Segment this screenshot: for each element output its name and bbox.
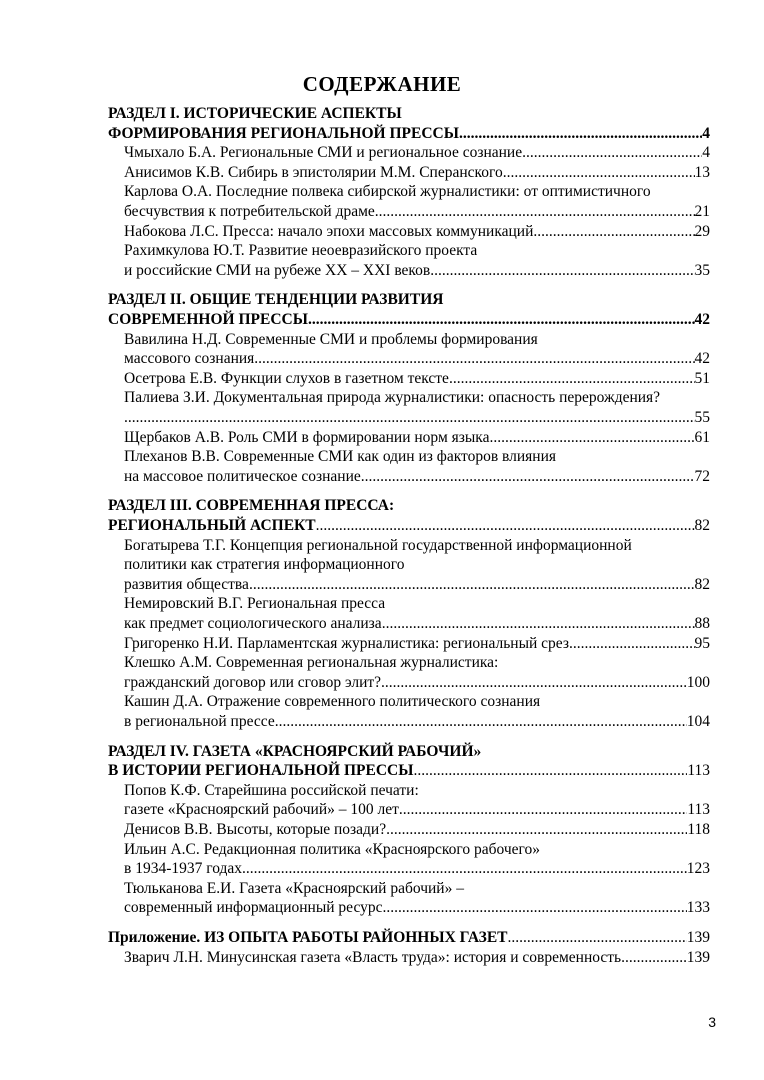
section-3-heading: РЕГИОНАЛЬНЫЙ АСПЕКТ ..... 82 [108, 516, 710, 536]
toc-entry: Зварич Л.Н. Минусинская газета «Власть труда»: история и современность ..... 139 [124, 948, 710, 968]
section-3-heading-line1: РАЗДЕЛ III. СОВРЕМЕННАЯ ПРЕССА: [108, 497, 395, 515]
toc-entry-line: Попов К.Ф. Старейшина российской печати: [124, 781, 419, 799]
section-3-page: 82 [694, 517, 710, 534]
toc-entry-line: политики как стратегия информационного [124, 556, 405, 574]
section-2-page: 42 [694, 311, 710, 328]
toc-entry-line: Немировский В.Г. Региональная пресса [124, 595, 386, 613]
toc-entry: Щербаков А.В. Роль СМИ в формировании норм языка ..... 61 [124, 428, 710, 448]
toc-entry: бесчувствия к потребительской драме ..... 21 [124, 202, 710, 222]
toc-entry-line: Карлова О.А. Последние полвека сибирской журналистики: от оптимистичного [124, 183, 651, 201]
toc-entry-line: Богатырева Т.Г. Концепция региональной государственной информационной [124, 536, 632, 554]
toc-entry: газете «Красноярский рабочий» – 100 лет ..... 113 [124, 800, 710, 820]
toc-entry-line: Рахимкулова Ю.Т. Развитие неоевразийского проекта [124, 242, 478, 260]
toc-entry-line: Тюльканова Е.И. Газета «Красноярский рабочий» – [124, 879, 464, 897]
toc-entry: Чмыхало Б.А. Региональные СМИ и региональное сознание ..... 4 [124, 143, 710, 163]
toc-entry: как предмет социологического анализа ..... 88 [124, 614, 710, 634]
toc-entry: в региональной прессе ..... 104 [124, 712, 710, 732]
toc-entry-line: Клешко А.М. Современная региональная журналистика: [124, 654, 499, 672]
toc-entry: Денисов В.В. Высоты, которые позади? ..... 118 [124, 820, 710, 840]
toc-entry: развития общества ..... 82 [124, 575, 710, 595]
toc-entry: в 1934-1937 годах ..... 123 [124, 859, 710, 879]
section-2-heading: СОВРЕМЕННОЙ ПРЕССЫ ..... 42 [108, 310, 710, 330]
page-title: СОДЕРЖАНИЕ [302, 72, 462, 96]
toc-entry-line: Палиева З.И. Документальная природа журналистики: опасность перерождения? [124, 389, 661, 407]
toc-entry-line: Кашин Д.А. Отражение современного политического сознания [124, 693, 541, 711]
toc-entry-line: Плеханов В.В. Современные СМИ как один из факторов влияния [124, 448, 557, 466]
toc-entry: Осетрова Е.В. Функции слухов в газетном тексте ..... 51 [124, 369, 710, 389]
toc-entry: гражданский договор или сговор элит? ..... 100 [124, 673, 710, 693]
appendix-heading: Приложение. ИЗ ОПЫТА РАБОТЫ РАЙОННЫХ ГАЗЕТ ..... 139 [108, 928, 710, 948]
toc-entry: Анисимов К.В. Сибирь в эпистолярии М.М. Сперанского ..... 13 [124, 163, 710, 183]
toc-entry-line: Вавилина Н.Д. Современные СМИ и проблемы формирования [124, 330, 538, 348]
toc-entry: массового сознания ..... 42 [124, 349, 710, 369]
toc-entry: современный информационный ресурс ..... 133 [124, 898, 710, 918]
section-4-heading: В ИСТОРИИ РЕГИОНАЛЬНОЙ ПРЕССЫ ..... 113 [108, 761, 710, 781]
toc-entry: Набокова Л.С. Пресса: начало эпохи массовых коммуникаций ..... 29 [124, 222, 710, 242]
section-4-heading-line1: РАЗДЕЛ IV. ГАЗЕТА «КРАСНОЯРСКИЙ РАБОЧИЙ» [108, 742, 482, 760]
page-number: 3 [708, 1014, 716, 1030]
section-1-heading: ФОРМИРОВАНИЯ РЕГИОНАЛЬНОЙ ПРЕССЫ ..... 4 [108, 124, 710, 144]
toc-entry: и российские СМИ на рубеже XX – XXI веков ..... 35 [124, 261, 710, 281]
section-4-page: 113 [687, 762, 710, 780]
section-1-heading-line1: РАЗДЕЛ I. ИСТОРИЧЕСКИЕ АСПЕКТЫ [108, 105, 402, 122]
toc-entry: ..... 55 [124, 408, 710, 428]
toc-entry-line: Ильин А.С. Редакционная политика «Красноярского рабочего» [124, 840, 541, 858]
toc-entry: Григоренко Н.И. Парламентская журналистика: региональный срез ..... 95 [124, 634, 710, 654]
section-1-page: 4 [702, 124, 710, 142]
toc-entry: на массовое политическое сознание ..... 72 [124, 467, 710, 487]
section-2-heading-line1: РАЗДЕЛ II. ОБЩИЕ ТЕНДЕНЦИИ РАЗВИТИЯ [108, 291, 444, 309]
